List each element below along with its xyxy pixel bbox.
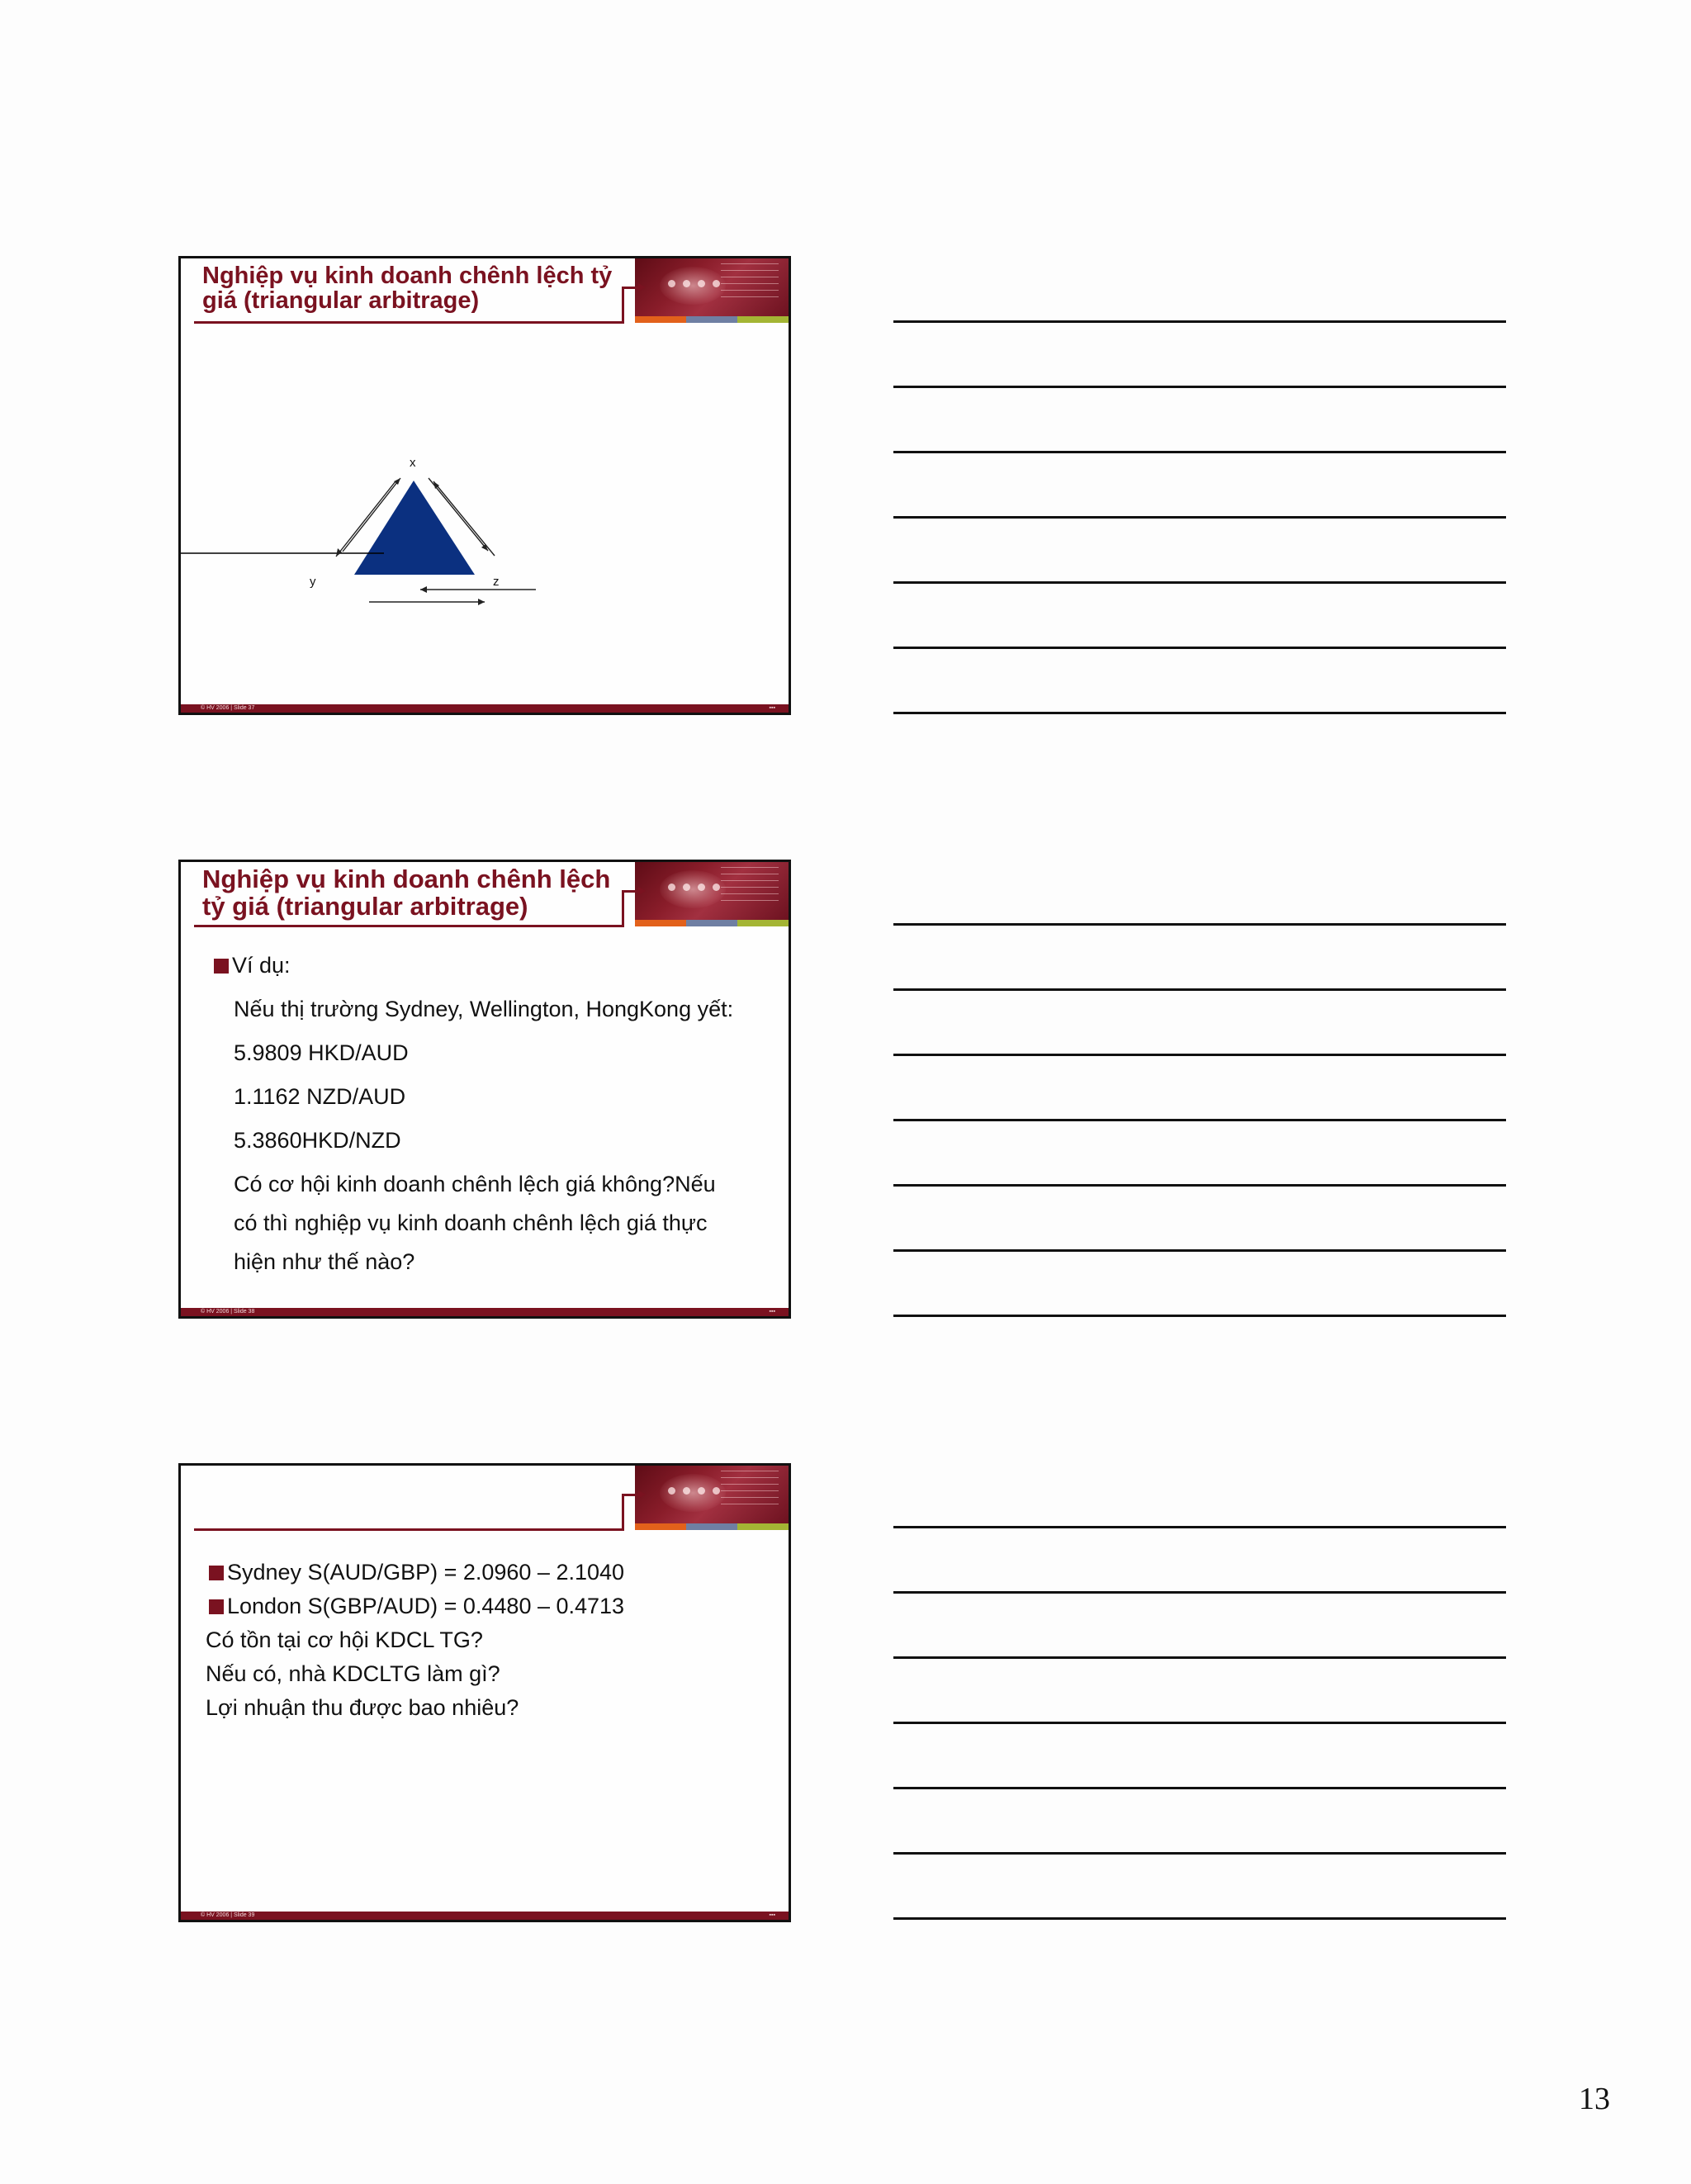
- bullet-square-icon: [214, 959, 229, 974]
- footer-logo: ▪▪▪: [769, 1912, 775, 1918]
- body-line: 5.3860HKD/NZD: [234, 1128, 401, 1153]
- body-line: Lợi nhuận thu được bao nhiêu?: [206, 1695, 519, 1720]
- triangle-shape: [354, 481, 475, 575]
- vertex-label-x: x: [410, 456, 416, 470]
- slide-footer: [181, 1308, 789, 1316]
- body-line: Nếu có, nhà KDCLTG làm gì?: [206, 1661, 500, 1686]
- body-line: hiện như thế nào?: [234, 1249, 415, 1274]
- slide-title: Nghiệp vụ kinh doanh chênh lệch tỷ giá (triangular arbitrage): [202, 865, 611, 921]
- body-line: 5.9809 HKD/AUD: [234, 1040, 409, 1065]
- body-line: 1.1162 NZD/AUD: [234, 1084, 406, 1109]
- slide-footer: [181, 1912, 789, 1920]
- bullet-item: Sydney S(AUD/GBP) = 2.0960 – 2.1040: [209, 1560, 624, 1585]
- body-line: Có cơ hội kinh doanh chênh lệch giá không?Nếu: [234, 1172, 716, 1196]
- slide-footer: [181, 704, 789, 713]
- slide-38: [178, 860, 791, 1319]
- body-line: Nếu thị trường Sydney, Wellington, HongKong yết:: [234, 997, 734, 1021]
- footer-text: © HV 2006 | Slide 38: [201, 1309, 255, 1315]
- slide-39: [178, 1463, 791, 1922]
- footer-logo: ▪▪▪: [769, 1309, 775, 1315]
- triangular-arbitrage-diagram: [181, 258, 791, 715]
- vertex-label-z: z: [493, 575, 500, 589]
- bullet-square-icon: [209, 1566, 224, 1580]
- bullet-item: Ví dụ:: [214, 953, 291, 978]
- header-color-bar: [635, 920, 789, 926]
- body-line: Có tồn tại cơ hội KDCL TG?: [206, 1627, 483, 1652]
- footer-logo: ▪▪▪: [769, 705, 775, 711]
- body-line: có thì nghiệp vụ kinh doanh chênh lệch giá thực: [234, 1210, 708, 1235]
- slide-title: Nghiệp vụ kinh doanh chênh lệch tỷ giá (triangular arbitrage): [202, 263, 613, 314]
- header-banner: [635, 1466, 789, 1523]
- slide-37: [178, 256, 791, 715]
- vertex-label-y: y: [310, 575, 316, 589]
- bullet-item: London S(GBP/AUD) = 0.4480 – 0.4713: [209, 1594, 624, 1619]
- page-number: 13: [1579, 2082, 1610, 2116]
- header-color-bar: [635, 1523, 789, 1530]
- header-banner: [635, 862, 789, 920]
- footer-text: © HV 2006 | Slide 39: [201, 1912, 255, 1918]
- footer-text: © HV 2006 | Slide 37: [201, 705, 255, 711]
- bullet-square-icon: [209, 1599, 224, 1614]
